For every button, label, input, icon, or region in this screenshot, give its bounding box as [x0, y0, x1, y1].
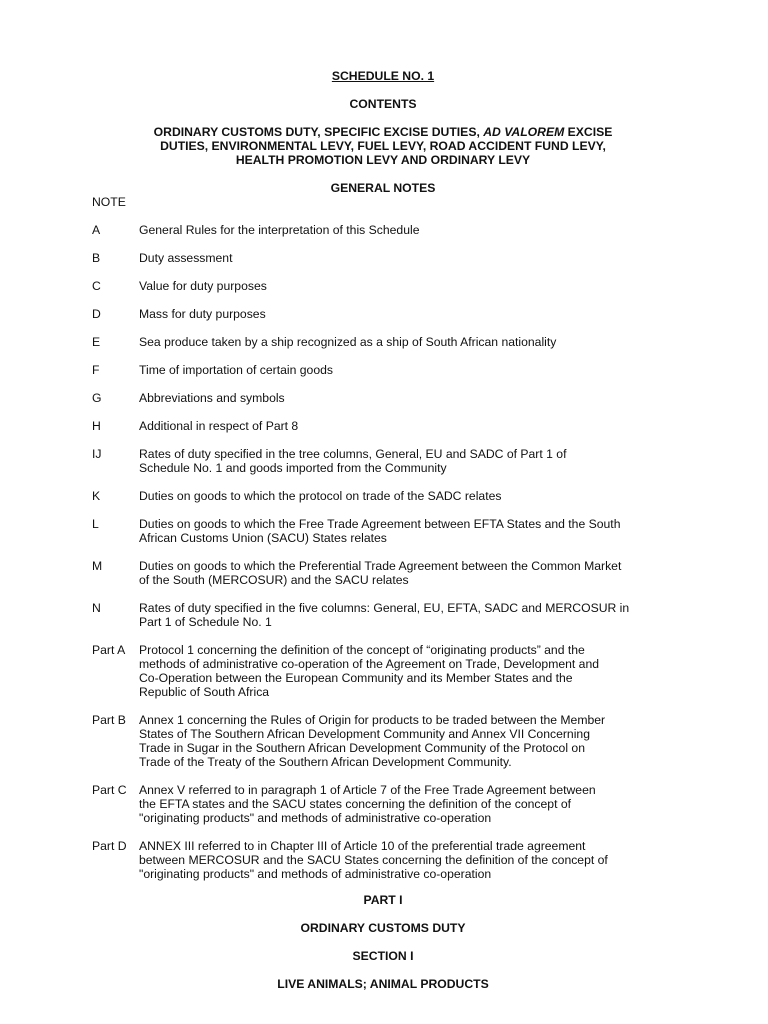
note-code: Part D [92, 839, 127, 853]
note-description [139, 279, 664, 293]
note-description-line: Co-Operation between the European Community and its Member States and the [139, 671, 573, 685]
note-code: G [92, 391, 102, 405]
note-description-line: Abbreviations and symbols [139, 391, 285, 405]
note-description-line: the EFTA states and the SACU states concerning the definition of the concept of [139, 797, 572, 811]
note-description [139, 419, 664, 433]
note-code: Part C [92, 783, 127, 797]
note-description [139, 559, 664, 587]
note-code: E [92, 335, 101, 349]
note-description-line: Annex V referred to in paragraph 1 of Article 7 of the Free Trade Agreement between [139, 783, 596, 797]
note-description [139, 335, 664, 349]
note-description-line: Mass for duty purposes [139, 307, 266, 321]
part-title: PART I [363, 893, 403, 907]
note-description-line: Value for duty purposes [139, 279, 267, 293]
note-description-line: Part 1 of Schedule No. 1 [139, 615, 272, 629]
note-code: B [92, 251, 101, 265]
note-description-line: Duty assessment [139, 251, 233, 265]
note-description-line: between MERCOSUR and the SACU States concerning the definition of the concept of [139, 853, 608, 867]
note-code: L [92, 517, 99, 531]
section-title: SECTION I [352, 949, 414, 963]
note-description [139, 601, 664, 629]
note-code: H [92, 419, 101, 433]
note-description-line: Additional in respect of Part 8 [139, 419, 299, 433]
note-description [139, 307, 664, 321]
note-description-line: Republic of South Africa [139, 685, 270, 699]
duties-heading-line-1 [90, 125, 676, 139]
note-description-line: Protocol 1 concerning the definition of the concept of “originating products” and the [139, 643, 585, 657]
note-code: F [92, 363, 100, 377]
note-column-label: NOTE [92, 195, 126, 209]
general-notes-title: GENERAL NOTES [330, 181, 436, 195]
contents-title: CONTENTS [349, 97, 417, 111]
note-code: C [92, 279, 101, 293]
note-description-line: Time of importation of certain goods [139, 363, 333, 377]
note-description-line: Duties on goods to which the Free Trade Agreement between EFTA States and the South [139, 517, 621, 531]
note-description [139, 643, 667, 699]
note-description [139, 713, 667, 769]
note-code: Part B [92, 713, 126, 727]
duties-heading-line-3: HEALTH PROMOTION LEVY AND ORDINARY LEVY [235, 153, 531, 167]
note-description-line: "originating products" and methods of administrative co-operation [139, 867, 492, 881]
note-code: N [92, 601, 101, 615]
note-code: D [92, 307, 101, 321]
note-description-line: Schedule No. 1 and goods imported from the Community [139, 461, 447, 475]
duties-heading-italic: AD VALOREM [483, 125, 565, 139]
duties-heading [90, 125, 676, 167]
schedule-title: SCHEDULE NO. 1 [331, 69, 435, 83]
note-description [139, 517, 664, 545]
note-description-line: Duties on goods to which the Preferential Trade Agreement between the Common Market [139, 559, 622, 573]
note-description-line: "originating products" and methods of administrative co-operation [139, 811, 492, 825]
note-code: A [92, 223, 101, 237]
note-description [139, 363, 664, 377]
note-code: K [92, 489, 101, 503]
note-description [139, 783, 667, 825]
note-description-line: ANNEX III referred to in Chapter III of Article 10 of the preferential trade agreement [139, 839, 586, 853]
note-description-line: Rates of duty specified in the five columns: General, EU, EFTA, SADC and MERCOSUR in [139, 601, 630, 615]
duties-heading-line-1-end: EXCISE [564, 125, 613, 139]
note-description-line: of the South (MERCOSUR) and the SACU relates [139, 573, 409, 587]
note-description-line: Trade in Sugar in the Southern African Development Community of the Protocol on [139, 741, 585, 755]
note-description [139, 839, 667, 881]
note-description [139, 223, 664, 237]
note-code: IJ [92, 447, 102, 461]
duties-heading-line-1-start: ORDINARY CUSTOMS DUTY, SPECIFIC EXCISE DUTIES, [153, 125, 484, 139]
note-description-line: Annex 1 concerning the Rules of Origin for products to be traded between the Member [139, 713, 606, 727]
note-description [139, 447, 664, 475]
note-description [139, 251, 664, 265]
note-description-line: States of The Southern African Development Community and Annex VII Concerning [139, 727, 590, 741]
duties-heading-line-2: DUTIES, ENVIRONMENTAL LEVY, FUEL LEVY, ROAD ACCIDENT FUND LEVY, [160, 139, 606, 153]
note-code: M [92, 559, 103, 573]
part-subtitle: ORDINARY CUSTOMS DUTY [300, 921, 466, 935]
note-code: Part A [92, 643, 126, 657]
note-description-line: General Rules for the interpretation of this Schedule [139, 223, 420, 237]
section-subtitle: LIVE ANIMALS; ANIMAL PRODUCTS [277, 977, 489, 991]
note-description [139, 489, 664, 503]
note-description [139, 391, 664, 405]
note-description-line: Sea produce taken by a ship recognized as a ship of South African nationality [139, 335, 557, 349]
note-description-line: Duties on goods to which the protocol on trade of the SADC relates [139, 489, 502, 503]
note-description-line: Trade of the Treaty of the Southern African Development Community. [139, 755, 512, 769]
note-description-line: Rates of duty specified in the tree columns, General, EU and SADC of Part 1 of [139, 447, 567, 461]
note-description-line: African Customs Union (SACU) States relates [139, 531, 387, 545]
note-description-line: methods of administrative co-operation of the Agreement on Trade, Development and [139, 657, 600, 671]
